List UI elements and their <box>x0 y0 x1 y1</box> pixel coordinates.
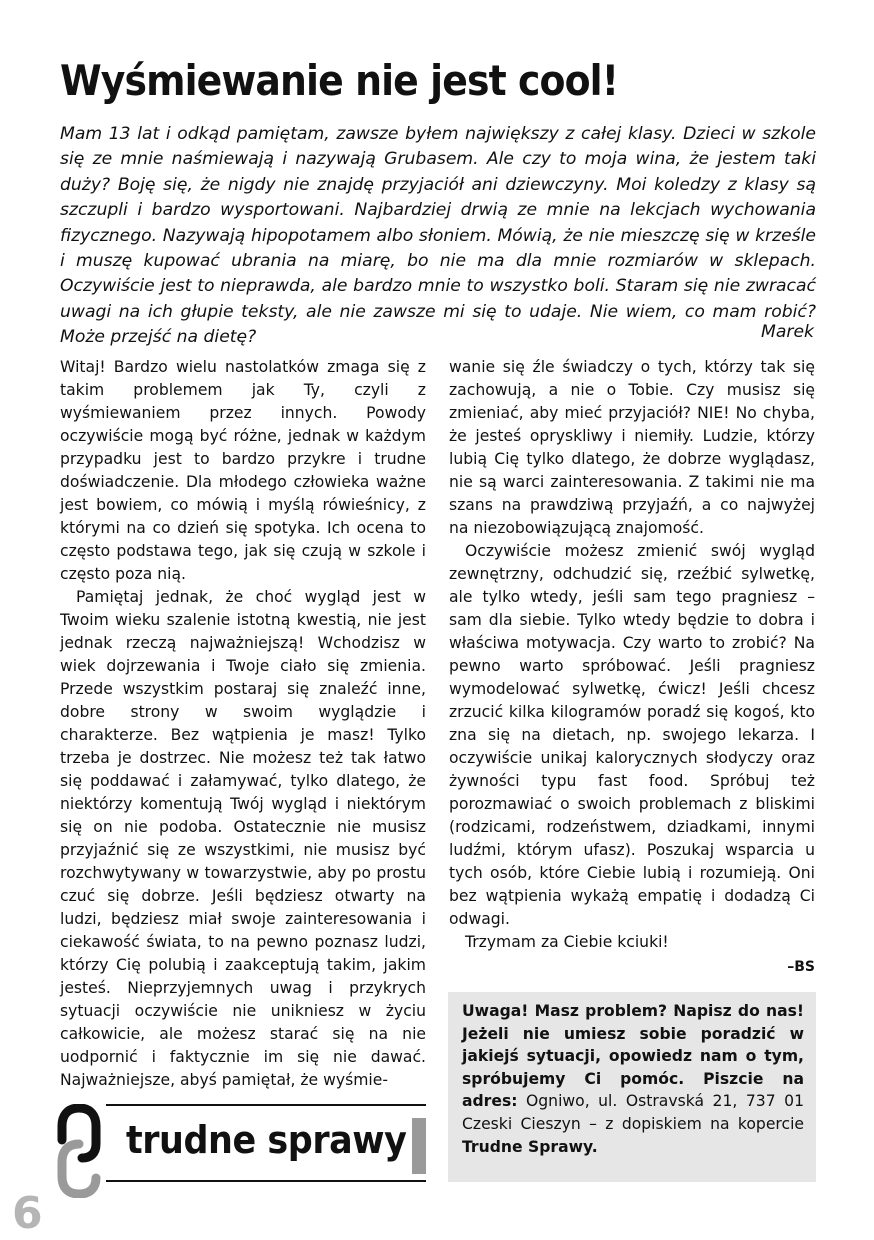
contact-box-intro: Uwaga! Masz problem? Napisz do nas! Jeżeli nie umiesz sobie poradzić w jakiejś sytuacji, opowiedz nam o tym, spróbujemy Ci pomóc. Piszcie na adres: <box>462 1002 804 1111</box>
answer-column-right <box>449 356 815 979</box>
reader-letter: Mam 13 lat i odkąd pamiętam, zawsze byłem największy z całej klasy. Dzieci w szkole się ze mnie naśmiewają i nazywają Grubasem. Ale czy to moja wina, że jestem taki duży? Boję się, że nigdy nie znajdę przyjaciół ani dziewczyny. Moi koledzy z klasy są szczupli i bardzo wysportowani. Najbardziej drwią ze mnie na lekcjach wychowania fizycznego. Nazywają hipopotamem albo słoniem. Mówią, że nie mieszczę się w krześle i muszę kupować ubrania na miarę, bo nie ma dla mnie rozmiarów w sklepach. Oczywiście jest to nieprawda, ale bardzo mnie to wszystko boli. Staram się nie zwracać uwagi na ich głupie teksty, ale nie zawsze mi się to udaje. Nie wiem, co mam robić? Może przejść na dietę? <box>60 124 816 348</box>
contact-info-box <box>448 992 816 1182</box>
logo-top-line <box>106 1104 426 1106</box>
page-title: Wyśmiewanie nie jest cool! <box>60 56 619 105</box>
section-logo-text: trudne sprawy <box>126 1118 407 1162</box>
letter-signature: Marek <box>761 322 814 342</box>
logo-accent-bar <box>412 1118 426 1174</box>
logo-bottom-line <box>106 1180 426 1182</box>
page-number: 6 <box>12 1188 43 1239</box>
answer-paragraph: wanie się źle świadczy o tych, którzy tak się zachowują, a nie o Tobie. Czy musisz się zmieniać, aby mieć przyjaciół? NIE! No chyba, że jesteś opryskliwy i niemiły. Ludzie, którzy lubią Cię tylko dlatego, że dobrze wyglądasz, nie są warci zainteresowania. Z takimi nie ma szans na prawdziwą przyjaźń, a co najwyżej na niezobowiązującą znajomość. <box>449 358 815 537</box>
section-logo <box>56 1104 428 1200</box>
contact-box-address: Ogniwo, ul. Ostravská 21, 737 01 Czeski Cieszyn – z dopiskiem na kopercie <box>462 1092 804 1133</box>
answer-author: –BS <box>787 959 815 975</box>
answer-paragraph: Pamiętaj jednak, że choć wygląd jest w Twoim wieku szalenie istotną kwestią, nie jest jednak rzeczą najważniejszą! Wchodzisz w wiek dojrzewania i Twoje ciało się zmienia. Przede wszystkim postaraj się znaleźć inne, dobre strony w swoim wyglądzie i charakterze. Bez wątpienia je masz! Tylko trzeba je dostrzec. Nie możesz też tak łatwo się poddawać i załamywać, tylko dlatego, że niektórzy komentują Twój wygląd i niektórym się on nie podoba. Ostatecznie nie musisz przyjaźnić się ze wszystkimi, nie musisz być rozchwytywany w towarzystwie, aby po prostu czuć się dobrze. Jeśli będziesz otwarty na ludzi, będziesz miał swoje zainteresowania i ciekawość świata, to na pewno poznasz ludzi, którzy Cię polubią i zaakceptują takim, jakim jesteś. Nieprzyjemnych uwag i przykrych sytuacji oczywiście nie unikniesz w życiu całkowicie, ale możesz starać się na nie uodpornić i faktycznie im się nie dawać. Najważniejsze, abyś pamiętał, że wyśmie- <box>60 588 426 1089</box>
contact-box-column-name: Trudne Sprawy. <box>462 1137 598 1156</box>
chain-link-icon <box>56 1104 102 1198</box>
answer-paragraph: Oczywiście możesz zmienić swój wygląd zewnętrzny, odchudzić się, rzeźbić sylwetkę, ale tylko wtedy, jeśli sam tego pragniesz – sam dla siebie. Tylko wtedy będzie to dobra i właściwa motywacja. Czy warto to zrobić? Na pewno warto spróbować. Jeśli pragniesz wymodelować sylwetkę, ćwicz! Jeśli chcesz zrzucić kilka kilogramów poradź się kogoś, kto zna się na dietach, np. swojego lekarza. I oczywiście unikaj kalorycznych słodyczy oraz żywności typu fast food. Spróbuj też porozmawiać o swoich problemach z bliskimi (rodzicami, rodzeństwem, dziadkami, innymi ludźmi, którym ufasz). Poszukaj wsparcia u tych osób, które Ciebie lubią i rozumieją. Oni bez wątpienia wykażą empatię i dodadzą Ci odwagi. <box>449 542 815 928</box>
answer-paragraph: Trzymam za Ciebie kciuki! <box>465 933 669 951</box>
answer-column-left <box>60 356 426 1092</box>
answer-paragraph: Witaj! Bardzo wielu nastolatków zmaga się z takim problemem jak Ty, czyli z wyśmiewaniem przez innych. Powody oczywiście mogą być różne, jednak w każdym przypadku jest to bardzo przykre i trudne doświadczenie. Dla młodego człowieka ważne jest bowiem, co mówią i myślą rówieśnicy, z którymi na co dzień się spotyka. Ich ocena to często podstawa tego, jak się czują w szkole i często poza nią. <box>60 358 426 583</box>
